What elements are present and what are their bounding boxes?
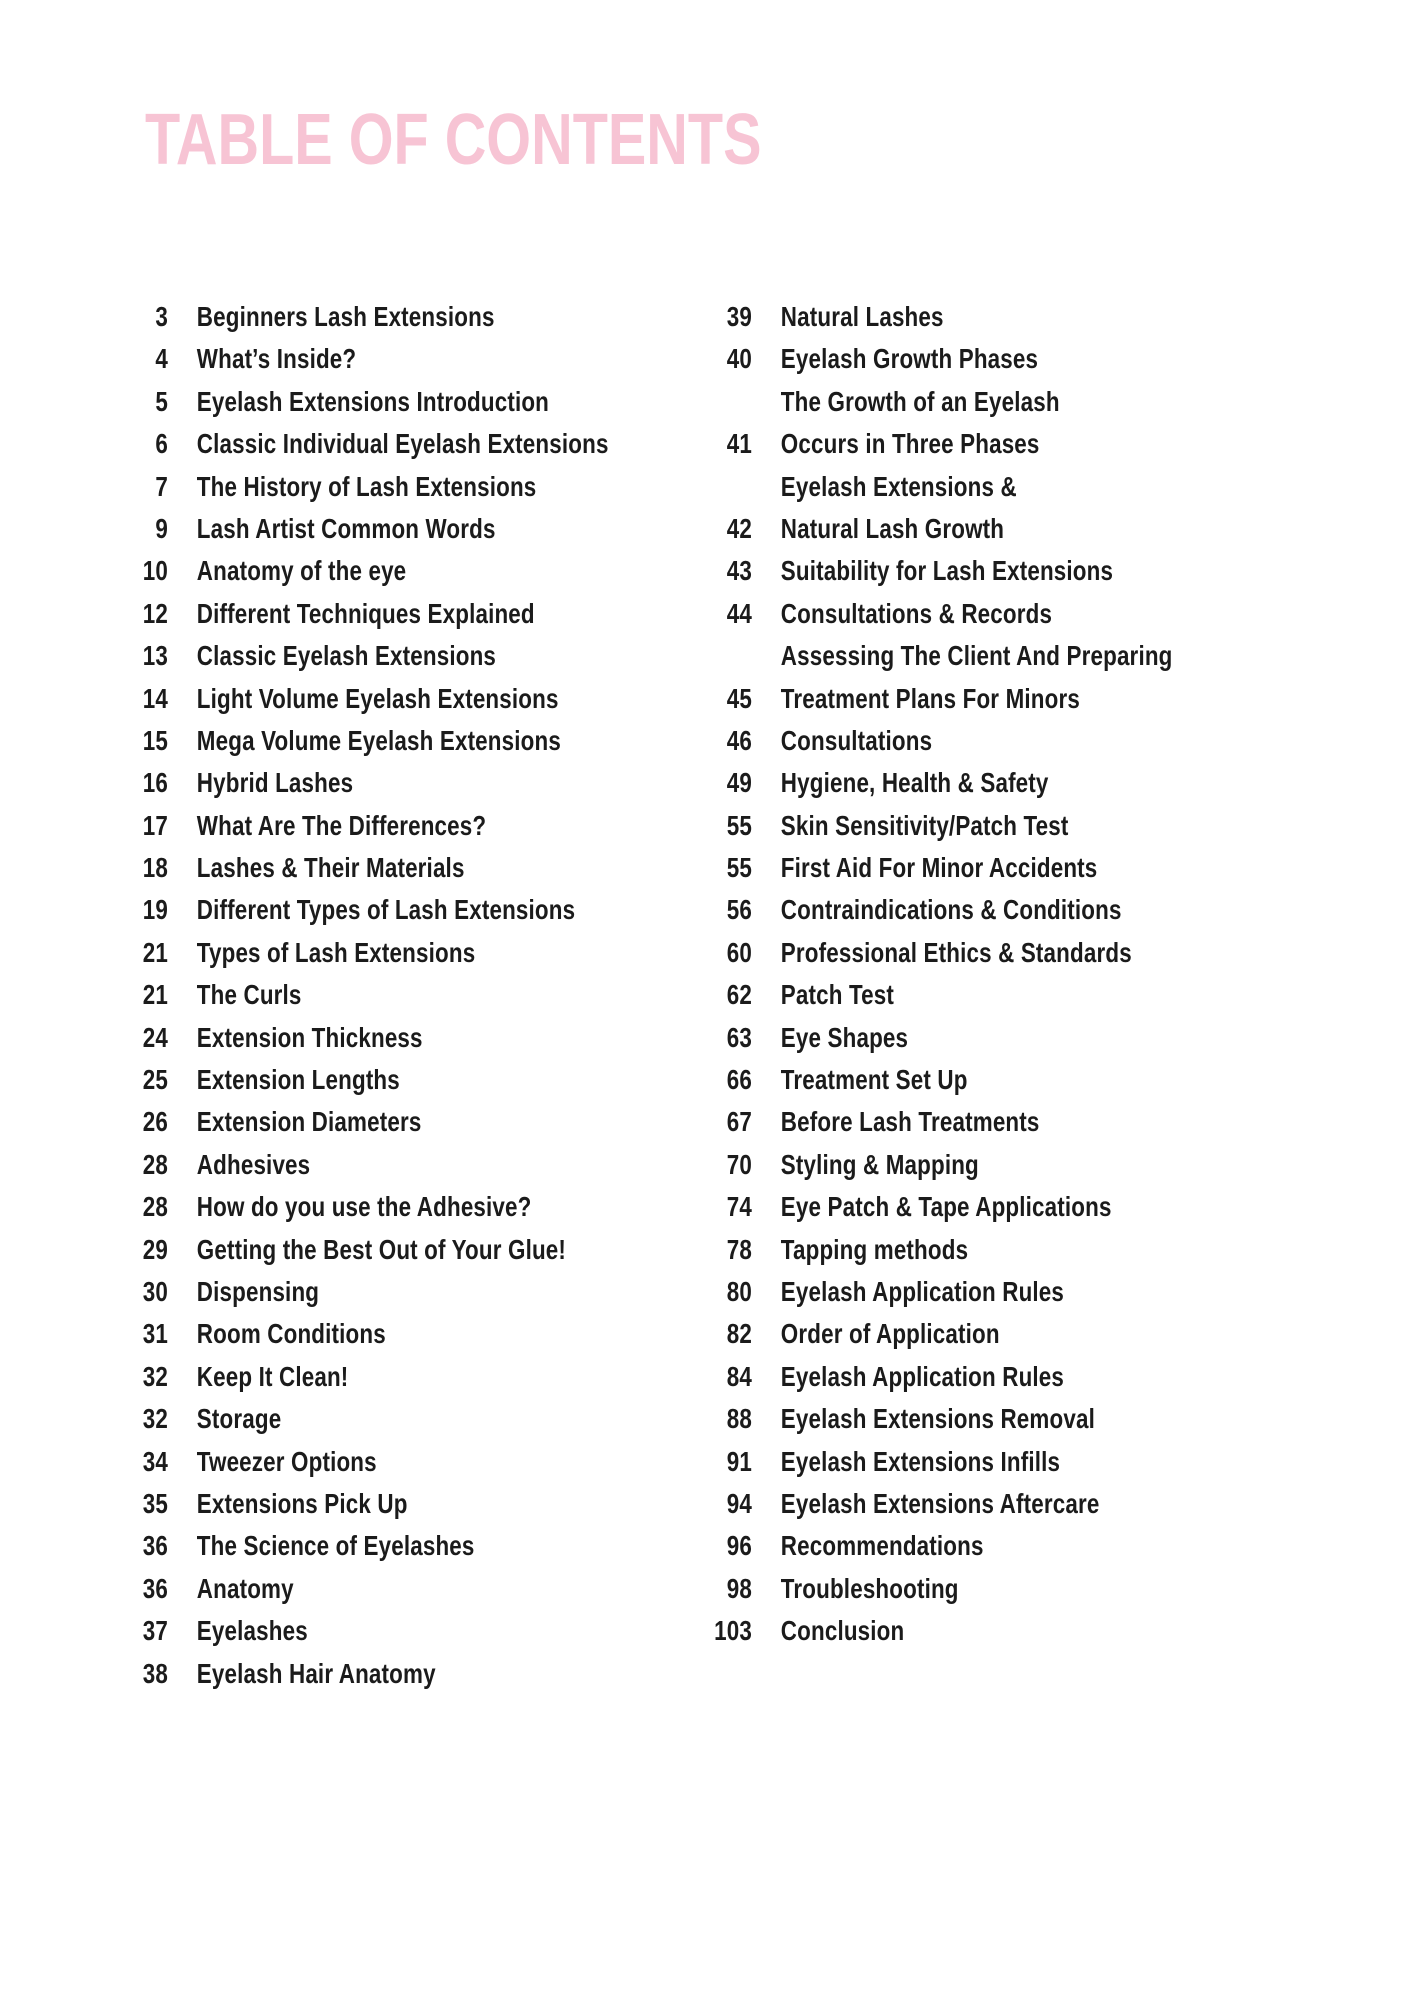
toc-page-number: 66 [726, 1064, 752, 1096]
toc-entry-label: Mega Volume Eyelash Extensions [196, 724, 561, 756]
toc-row [688, 1186, 1296, 1228]
toc-page-number: 63 [726, 1021, 752, 1053]
toc-page-number: 62 [726, 979, 752, 1011]
toc-page-number: 39 [726, 301, 752, 332]
toc-row [104, 1144, 712, 1186]
toc-row [104, 974, 712, 1016]
toc-page-number: 36 [142, 1572, 168, 1604]
toc-row [104, 1271, 712, 1313]
toc-page-number: 13 [142, 640, 168, 672]
toc-row [688, 1229, 1296, 1271]
toc-page-number: 14 [142, 682, 168, 714]
toc-entry-label: Occurs in Three Phases [780, 428, 1040, 460]
toc-row [104, 762, 712, 804]
toc-page-number: 21 [142, 936, 168, 968]
toc-row [104, 550, 712, 592]
toc-page-number: 74 [726, 1191, 752, 1223]
toc-row [688, 1313, 1296, 1355]
toc-page-number: 91 [726, 1445, 752, 1477]
toc-row [688, 423, 1296, 465]
toc-page-number: 9 [155, 512, 168, 544]
toc-entry-label: Extension Lengths [196, 1064, 400, 1096]
toc-entry-label: Eyelash Extensions Removal [780, 1403, 1095, 1435]
toc-row [104, 889, 712, 931]
toc-entry-label: Anatomy of the eye [196, 555, 407, 587]
toc-row [104, 1059, 712, 1101]
toc-entry-label: Lashes & Their Materials [196, 852, 465, 884]
toc-entry-label: Natural Lashes [780, 301, 944, 332]
toc-page-number: 28 [142, 1148, 168, 1180]
toc-row [688, 1059, 1296, 1101]
toc-entry-label: Different Types of Lash Extensions [196, 894, 576, 926]
toc-row [104, 508, 712, 550]
toc-page-number: 25 [142, 1064, 168, 1096]
toc-page-number: 46 [726, 724, 752, 756]
page-title: TABLE OF CONTENTS [145, 100, 762, 180]
toc-row [104, 1186, 712, 1228]
toc-entry-label: What’s Inside? [196, 343, 357, 375]
toc-entry-label: Room Conditions [196, 1318, 386, 1350]
toc-page-number: 3 [155, 301, 168, 332]
toc-entry-label: Dispensing [196, 1275, 320, 1307]
toc-page-number: 84 [726, 1360, 752, 1392]
toc-page-number: 19 [142, 894, 168, 926]
toc-page-number: 42 [726, 512, 752, 544]
toc-page-number: 32 [142, 1360, 168, 1392]
toc-row [104, 423, 712, 465]
toc-page-number: 29 [142, 1233, 168, 1265]
toc-row [104, 1017, 712, 1059]
toc-page-number: 67 [726, 1106, 752, 1138]
toc-entry-label: Recommendations [780, 1530, 984, 1562]
toc-entry-label: Patch Test [780, 979, 895, 1011]
toc-entry-label: Classic Individual Eyelash Extensions [196, 428, 609, 460]
toc-page-number: 40 [726, 343, 752, 375]
toc-entry-label: The Growth of an Eyelash [780, 385, 1060, 417]
toc-entry-label: Getting the Best Out of Your Glue! [196, 1233, 567, 1265]
toc-row [104, 1101, 712, 1143]
toc-entry-label: Extensions Pick Up [196, 1487, 408, 1519]
toc-page-number: 49 [726, 767, 752, 799]
toc-entry-label: Eyelash Extensions Aftercare [780, 1487, 1100, 1519]
toc-row [688, 381, 1296, 423]
toc-row [688, 1525, 1296, 1567]
toc-row [104, 1229, 712, 1271]
toc-entry-label: Conclusion [780, 1615, 905, 1647]
toc-row [688, 678, 1296, 720]
toc-page-number: 32 [142, 1403, 168, 1435]
toc-entry-label: Beginners Lash Extensions [196, 301, 495, 332]
toc-entry-label: Types of Lash Extensions [196, 936, 476, 968]
toc-entry-label: Contraindications & Conditions [780, 894, 1122, 926]
toc-row [104, 847, 712, 889]
toc-row [688, 1017, 1296, 1059]
toc-page-number: 38 [142, 1657, 168, 1689]
toc-entry-label: What Are The Differences? [196, 809, 487, 841]
toc-page-number: 28 [142, 1191, 168, 1223]
toc-page-number: 82 [726, 1318, 752, 1350]
toc-page-number: 94 [726, 1487, 752, 1519]
toc-row [688, 635, 1296, 677]
toc-entry-label: Professional Ethics & Standards [780, 936, 1132, 968]
toc-entry-label: Keep It Clean! [196, 1360, 349, 1392]
toc-row [104, 1441, 712, 1483]
toc-row [688, 1101, 1296, 1143]
toc-row [688, 593, 1296, 635]
toc-entry-label: Troubleshooting [780, 1572, 959, 1604]
toc-page-number: 80 [726, 1275, 752, 1307]
toc-page-number: 4 [155, 343, 168, 375]
toc-entry-label: Classic Eyelash Extensions [196, 640, 497, 672]
toc-page-number: 16 [142, 767, 168, 799]
toc-page-number: 6 [155, 428, 168, 460]
toc-entry-label: Light Volume Eyelash Extensions [196, 682, 559, 714]
toc-row [688, 1271, 1296, 1313]
toc-page-number: 70 [726, 1148, 752, 1180]
toc-row [104, 635, 712, 677]
toc-entry-label: The History of Lash Extensions [196, 470, 537, 502]
toc-page-number: 96 [726, 1530, 752, 1562]
toc-entry-label: Tapping methods [780, 1233, 969, 1265]
toc-entry-label: Natural Lash Growth [780, 512, 1005, 544]
toc-row [688, 805, 1296, 847]
toc-entry-label: Extension Thickness [196, 1021, 423, 1053]
toc-row [688, 932, 1296, 974]
toc-page-number: 36 [142, 1530, 168, 1562]
toc-row [104, 932, 712, 974]
toc-page-number: 56 [726, 894, 752, 926]
toc-page-number: 55 [726, 809, 752, 841]
toc-row [104, 381, 712, 423]
toc-entry-label: Consultations & Records [780, 597, 1053, 629]
toc-entry-label: Order of Application [780, 1318, 1000, 1350]
toc-row [688, 508, 1296, 550]
toc-page-number [688, 381, 781, 423]
toc-row [688, 762, 1296, 804]
toc-page-number: 103 [714, 1615, 752, 1647]
toc-row [688, 974, 1296, 1016]
toc-entry-label: Eyelash Extensions Introduction [196, 385, 550, 417]
toc-column-right [688, 296, 1296, 1653]
toc-row [104, 1483, 712, 1525]
toc-page-number: 31 [142, 1318, 168, 1350]
toc-row [104, 1568, 712, 1610]
toc-page-number: 30 [142, 1275, 168, 1307]
toc-row [104, 1356, 712, 1398]
toc-page-number: 26 [142, 1106, 168, 1138]
toc-page-number [688, 635, 781, 677]
toc-page-number: 37 [142, 1615, 168, 1647]
toc-entry-label: Eye Patch & Tape Applications [780, 1191, 1112, 1223]
toc-entry-label: Eyelash Extensions Infills [780, 1445, 1061, 1477]
toc-entry-label: Hygiene, Health & Safety [780, 767, 1049, 799]
toc-row [104, 593, 712, 635]
toc-entry-label: Anatomy [196, 1572, 294, 1604]
toc-entry-label: Eyelash Application Rules [780, 1275, 1065, 1307]
toc-entry-label: First Aid For Minor Accidents [780, 852, 1098, 884]
toc-entry-label: Storage [196, 1403, 282, 1435]
toc-page-number: 7 [155, 470, 168, 502]
toc-row [688, 1356, 1296, 1398]
toc-page-number: 21 [142, 979, 168, 1011]
toc-row [104, 338, 712, 380]
toc-page-number: 43 [726, 555, 752, 587]
toc-row [104, 678, 712, 720]
toc-row [688, 847, 1296, 889]
toc-page-number: 35 [142, 1487, 168, 1519]
toc-entry-label: The Science of Eyelashes [196, 1530, 475, 1562]
toc-row [104, 466, 712, 508]
toc-column-left [104, 296, 712, 1695]
toc-entry-label: Lash Artist Common Words [196, 512, 496, 544]
toc-row [688, 889, 1296, 931]
toc-page-number: 60 [726, 936, 752, 968]
toc-entry-label: Treatment Plans For Minors [780, 682, 1080, 714]
toc-page-number [688, 466, 781, 508]
toc-entry-label: Suitability for Lash Extensions [780, 555, 1114, 587]
toc-entry-label: Styling & Mapping [780, 1148, 979, 1180]
toc-entry-label: Extension Diameters [196, 1106, 422, 1138]
toc-row [688, 296, 1296, 338]
toc-entry-label: Treatment Set Up [780, 1064, 968, 1096]
toc-entry-label: The Curls [196, 979, 302, 1011]
toc-row [688, 1441, 1296, 1483]
toc-entry-label: Eye Shapes [780, 1021, 909, 1053]
toc-entry-label: Before Lash Treatments [780, 1106, 1040, 1138]
toc-entry-label: Different Techniques Explained [196, 597, 535, 629]
toc-entry-label: Eyelash Hair Anatomy [196, 1657, 436, 1689]
toc-entry-label: Adhesives [196, 1148, 311, 1180]
toc-page-number: 55 [726, 852, 752, 884]
toc-page-number: 98 [726, 1572, 752, 1604]
toc-row [104, 1610, 712, 1652]
toc-entry-label: Eyelash Growth Phases [780, 343, 1039, 375]
toc-row [688, 720, 1296, 762]
toc-row [104, 720, 712, 762]
toc-page-number: 12 [142, 597, 168, 629]
toc-entry-label: Consultations [780, 724, 933, 756]
toc-entry-label: Tweezer Options [196, 1445, 377, 1477]
toc-row [688, 1398, 1296, 1440]
toc-row [688, 1483, 1296, 1525]
toc-row [104, 1313, 712, 1355]
toc-entry-label: Hybrid Lashes [196, 767, 354, 799]
toc-entry-label: How do you use the Adhesive? [196, 1191, 532, 1223]
toc-page-number: 45 [726, 682, 752, 714]
toc-page-number: 78 [726, 1233, 752, 1265]
toc-row [688, 338, 1296, 380]
toc-row [688, 550, 1296, 592]
toc-page-number: 17 [142, 809, 168, 841]
toc-row [688, 466, 1296, 508]
toc-row [104, 1398, 712, 1440]
toc-row [104, 1653, 712, 1695]
toc-page-number: 41 [726, 428, 752, 460]
toc-page-number: 34 [142, 1445, 168, 1477]
toc-page-number: 5 [155, 385, 168, 417]
toc-entry-label: Eyelashes [196, 1615, 308, 1647]
toc-entry-label: Eyelash Extensions & [780, 470, 1017, 502]
toc-page-number: 10 [142, 555, 168, 587]
toc-row [688, 1610, 1296, 1652]
toc-row [104, 1525, 712, 1567]
toc-page-number: 15 [142, 724, 168, 756]
toc-page-number: 18 [142, 852, 168, 884]
toc-row [104, 805, 712, 847]
toc-page-number: 44 [726, 597, 752, 629]
toc-entry-label: Eyelash Application Rules [780, 1360, 1065, 1392]
toc-row [688, 1568, 1296, 1610]
toc-row [104, 296, 712, 338]
toc-page-number: 88 [726, 1403, 752, 1435]
toc-entry-label: Assessing The Client And Preparing [780, 640, 1173, 672]
toc-row [688, 1144, 1296, 1186]
toc-page-number: 24 [142, 1021, 168, 1053]
toc-entry-label: Skin Sensitivity/Patch Test [780, 809, 1069, 841]
